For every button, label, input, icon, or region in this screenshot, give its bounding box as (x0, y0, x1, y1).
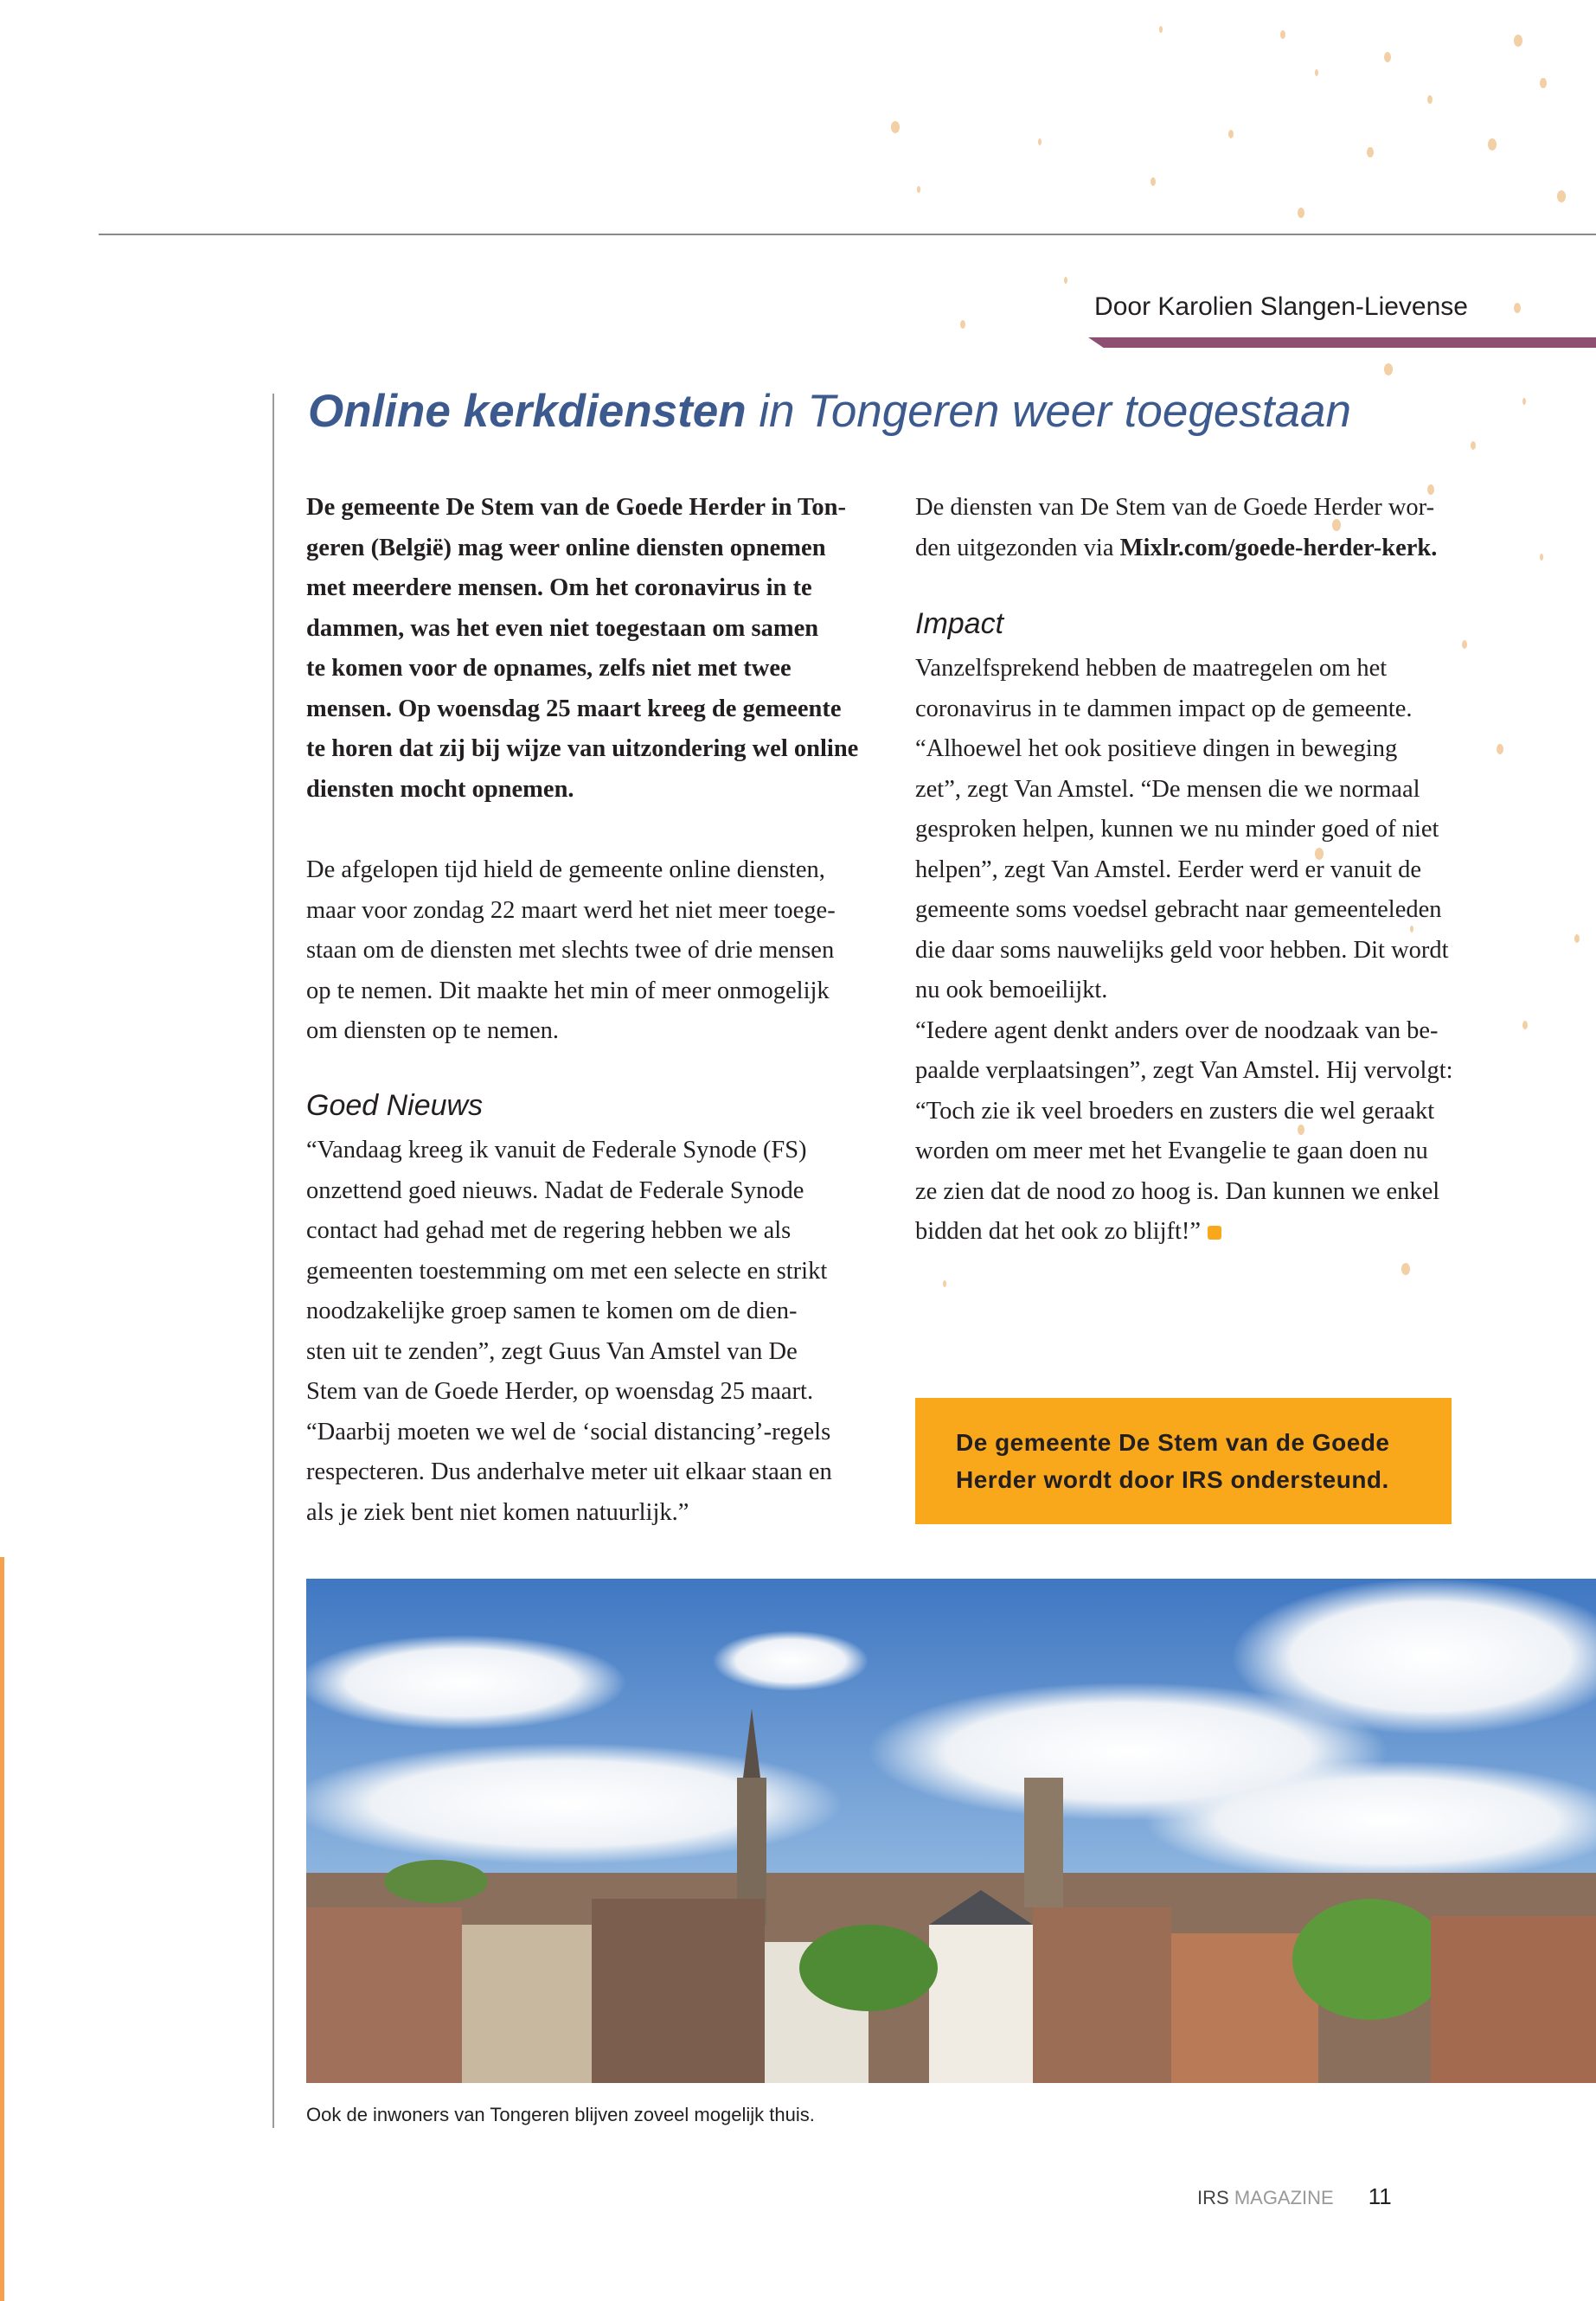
footer-brand: IRS (1197, 2187, 1229, 2208)
confetti-dot (1540, 554, 1543, 561)
confetti-dot (1522, 398, 1526, 405)
end-of-article-mark (1208, 1226, 1221, 1240)
text-line: bidden dat het ook zo blijft!” (915, 1212, 1453, 1253)
vertical-rule (272, 394, 274, 2128)
confetti-dot (917, 186, 920, 193)
page-footer (1197, 2183, 1392, 2210)
text-line: zet”, zegt Van Amstel. “De mensen die we normaal (915, 775, 1420, 803)
text-line: paalde verplaatsingen”, zegt Van Amstel. Hij vervolgt: (915, 1057, 1453, 1084)
text-line: onzettend goed nieuws. Nadat de Federale Synode (306, 1176, 804, 1204)
mixlr-link[interactable]: Mixlr.com/goede-herder-kerk. (1119, 534, 1438, 561)
text-line: contact had gehad met de regering hebben we als (306, 1217, 792, 1244)
text-line: De gemeente De Stem van de Goede Herder in Ton- (306, 494, 847, 521)
text-line: sten uit te zenden”, zegt Guus Van Amstel van De (306, 1337, 798, 1365)
text-line: noodzakelijke groep samen te komen om de dien- (306, 1298, 798, 1324)
left-intro (306, 488, 858, 810)
text-line: respecteren. Dus anderhalve meter uit elkaar staan en (306, 1458, 832, 1485)
page-number: 11 (1368, 2183, 1392, 2209)
support-callout (915, 1398, 1452, 1524)
text-line: De afgelopen tijd hield de gemeente online diensten, (306, 856, 825, 883)
text-line: “Alhoewel het ook positieve dingen in beweging (915, 735, 1398, 762)
text-line: “Daarbij moeten we wel de ‘social distancing’-regels (306, 1418, 831, 1445)
byline-accent-bar (1088, 337, 1596, 348)
confetti-dot (1471, 441, 1476, 450)
confetti-dot (1574, 934, 1580, 943)
article-title (308, 385, 1351, 438)
text-line: om diensten op te nemen. (306, 1017, 560, 1044)
text-line: nu ook bemoeilijkt. (915, 977, 1108, 1003)
footer-magazine: MAGAZINE (1234, 2187, 1334, 2208)
right-intro (915, 488, 1437, 568)
confetti-dot (1384, 363, 1393, 375)
callout-line: De gemeente De Stem van de Goede (956, 1429, 1390, 1456)
confetti-dot (1367, 147, 1374, 157)
confetti-dot (1488, 138, 1497, 151)
confetti-dot (1280, 30, 1285, 39)
confetti-dot (943, 1280, 946, 1287)
text-line: “Toch zie ik veel broeders en zusters die wel geraakt (915, 1097, 1435, 1125)
text-line: mensen. Op woensdag 25 maart kreeg de gemeente (306, 695, 842, 722)
confetti-dot (1514, 303, 1521, 313)
text-line: De diensten van De Stem van de Goede Herder wor- (915, 494, 1435, 521)
photo-caption: Ook de inwoners van Tongeren blijven zoveel mogelijk thuis. (306, 2104, 815, 2125)
text-line: gemeenten toestemming om met een selecte en strikt (306, 1257, 828, 1285)
right-body (915, 649, 1453, 1253)
page-edge-stripe (0, 1557, 4, 2301)
text-line: coronavirus in te dammen impact op de gemeente. (915, 695, 1413, 722)
confetti-dot (1427, 95, 1433, 104)
title-light: in Tongeren weer toegestaan (759, 386, 1351, 437)
left-paragraph-3 (306, 1131, 832, 1533)
tongeren-cityscape-photo (306, 1579, 1596, 2083)
confetti-dot (1151, 177, 1156, 186)
confetti-dot (1514, 35, 1522, 47)
text-line: maar voor zondag 22 maart werd het niet meer toege- (306, 896, 836, 924)
confetti-dot (1497, 744, 1503, 754)
text-line: op te nemen. Dit maakte het min of meer onmogelijk (306, 977, 830, 1004)
text-line: staan om de diensten met slechts twee of drie mensen (306, 937, 835, 964)
confetti-dot (1064, 277, 1067, 284)
text-line: worden om meer met het Evangelie te gaan doen nu (915, 1138, 1428, 1164)
text-line: te horen dat zij bij wijze van uitzondering wel online (306, 735, 859, 762)
text-line: ze zien dat de nood zo hoog is. Dan kunnen we enkel (915, 1177, 1440, 1205)
heading-impact: Impact (915, 607, 1004, 640)
text-line: Stem van de Goede Herder, op woensdag 25 maart. (306, 1378, 814, 1405)
text-line: met meerdere mensen. Om het coronavirus in te (306, 574, 812, 601)
confetti-dot (1159, 26, 1163, 33)
text-line: “Iedere agent denkt anders over de noodzaak van be- (915, 1016, 1439, 1044)
byline: Door Karolien Slangen-Lievense (1094, 292, 1468, 321)
text-line: dammen, was het even niet toegestaan om samen (306, 614, 819, 642)
confetti-dot (1315, 69, 1318, 76)
text-line: geren (België) mag weer online diensten opnemen (306, 534, 826, 561)
text-line: die daar soms nauwelijks geld voor hebben. Dit wordt (915, 936, 1449, 964)
confetti-dot (1462, 640, 1467, 649)
confetti-dot (960, 320, 965, 329)
confetti-dot (1522, 1021, 1528, 1029)
confetti-dot (1384, 52, 1391, 62)
text-line: den uitgezonden via (915, 534, 1120, 561)
text-line: Vanzelfsprekend hebben de maatregelen om het (915, 655, 1388, 682)
text-line: helpen”, zegt Van Amstel. Eerder werd er vanuit de (915, 856, 1422, 883)
title-bold: Online kerkdiensten (308, 386, 747, 437)
text-line: te komen voor de opnames, zelfs niet met twee (306, 655, 792, 682)
callout-line: Herder wordt door IRS ondersteund. (956, 1466, 1389, 1493)
heading-goed-nieuws: Goed Nieuws (306, 1089, 484, 1122)
confetti-dot (1557, 190, 1566, 202)
confetti-dot (1401, 1263, 1410, 1275)
text-line: “Vandaag kreeg ik vanuit de Federale Synode (FS) (306, 1137, 807, 1163)
top-divider (99, 234, 1596, 235)
confetti-dot (1228, 130, 1234, 138)
confetti-dot (1540, 78, 1547, 88)
text-line: diensten mocht opnemen. (306, 775, 574, 803)
text-line: gesproken helpen, kunnen we nu minder goed of niet (915, 816, 1439, 843)
confetti-dot (1298, 208, 1304, 218)
left-paragraph-2 (306, 850, 836, 1052)
text-line: als je ziek bent niet komen natuurlijk.” (306, 1498, 689, 1526)
confetti-dot (1038, 138, 1042, 145)
confetti-dot (891, 121, 900, 133)
text-line: gemeente soms voedsel gebracht naar gemeenteleden (915, 896, 1442, 923)
